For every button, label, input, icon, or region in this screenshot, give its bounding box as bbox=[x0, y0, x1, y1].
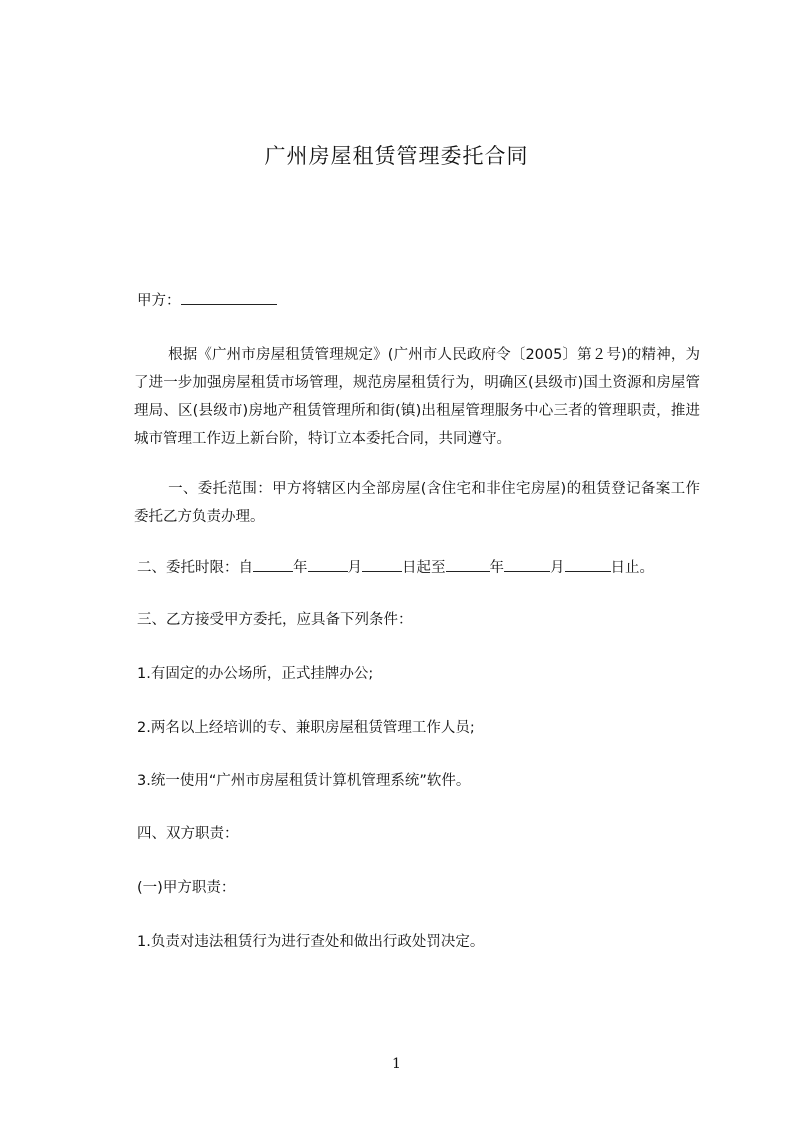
start-day-blank bbox=[362, 557, 402, 572]
clause-duties: 四、双方职责： bbox=[137, 826, 239, 842]
term-prefix: 二、委托时限：自 bbox=[137, 560, 253, 576]
end-month-blank bbox=[504, 557, 550, 572]
end-day-blank bbox=[565, 557, 611, 572]
party-a-duties-heading: (一)甲方职责： bbox=[137, 880, 236, 896]
party-a-blank bbox=[181, 290, 277, 305]
end-year-blank bbox=[446, 557, 490, 572]
start-day-label: 日起至 bbox=[402, 560, 446, 576]
start-year-label: 年 bbox=[293, 560, 308, 576]
end-year-label: 年 bbox=[489, 560, 504, 576]
clause-scope: 一、委托范围：甲方将辖区内全部房屋(含住宅和非住宅房屋)的租赁登记备案工作委托乙方负责办理。 bbox=[134, 481, 700, 525]
start-month-label: 月 bbox=[347, 560, 362, 576]
condition-software: 3.统一使用“广州市房屋租赁计算机管理系统”软件。 bbox=[137, 773, 471, 789]
party-a-line bbox=[137, 289, 277, 313]
duty-enforcement: 1.负责对违法租赁行为进行查处和做出行政处罚决定。 bbox=[137, 934, 485, 950]
document-title: 广州房屋租赁管理委托合同 bbox=[264, 144, 529, 168]
preamble-paragraph: 根据《广州市房屋租赁管理规定》(广州市人民政府令〔2005〕第２号)的精神，为了进一步加强房屋租赁市场管理，规范房屋租赁行为，明确区(县级市)国土资源和房屋管理局、区(县级市)房地产租赁管理所和街(镇)出租屋管理服务中心三者的管理职责，推进城市管理工作迈上新台阶，特订立本委托合同，共同遵守。 bbox=[134, 347, 700, 447]
clause-conditions: 三、乙方接受甲方委托，应具备下列条件： bbox=[137, 612, 413, 628]
start-month-blank bbox=[308, 557, 348, 572]
condition-office: 1.有固定的办公场所，正式挂牌办公; bbox=[137, 666, 374, 682]
clause-term bbox=[137, 556, 654, 580]
party-a-label: 甲方： bbox=[137, 293, 181, 309]
page-number: 1 bbox=[392, 1056, 401, 1072]
start-year-blank bbox=[253, 557, 293, 572]
end-day-label: 日止。 bbox=[610, 560, 654, 576]
condition-staff: 2.两名以上经培训的专、兼职房屋租赁管理工作人员; bbox=[137, 720, 475, 736]
end-month-label: 月 bbox=[550, 560, 565, 576]
